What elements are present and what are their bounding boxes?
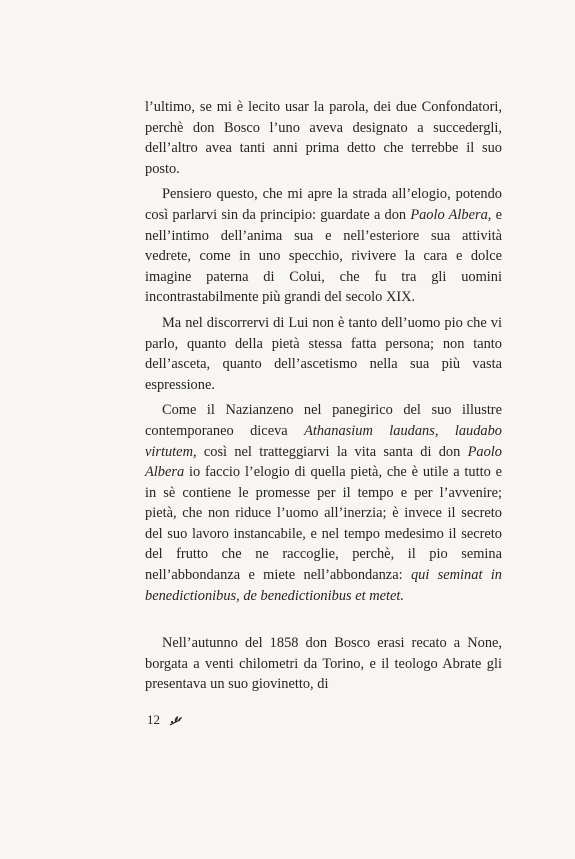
paragraph	[145, 184, 502, 308]
paragraph	[145, 313, 502, 395]
paragraph	[145, 633, 502, 695]
paragraph	[145, 97, 502, 179]
italic-text: Athanasium laudans, laudabo virtutem,	[145, 422, 502, 460]
text-run: Nell’autunno del 1858 don Bosco erasi recato a None, borgata a venti chilometri da Torino, e il teologo Abrate gli presentava un suo giovinetto, di	[145, 635, 502, 693]
text-run: così nel tratteggiarvi la vita santa di don	[196, 443, 468, 460]
paragraph	[145, 400, 502, 606]
leaf-ornament-icon	[168, 714, 183, 727]
text-run: e nell’intimo dell’anima sua e nell’esteriore sua attività vedrete, come in uno specchio, rivivere la cara e dolce imagine paterna di Colui, che fu tra gli uomini incontrastabilmente più grandi del secolo XIX.	[145, 206, 502, 306]
text-run: Ma nel discorrervi di Lui non è tanto dell’uomo pio che vi parlo, quanto della pietà stessa fatta persona; non tanto dell’asceta, quanto dell’ascetismo nella sua più vasta espressione.	[145, 314, 502, 393]
italic-text: Paolo Albera	[145, 443, 502, 481]
text-run: io faccio l’elogio di quella pietà, che è utile a tutto e in sè contiene le promesse per il tempo e per l’avvenire; pietà, che non riduce l’uomo all’inerzia; è invece il secreto del suo lavoro instancabile, e nel tempo medesimo il secreto del frutto che ne raccoglie, perchè, il pio semina nell’abbondanza e miete nell’abbondanza:	[145, 464, 502, 584]
italic-text: Paolo Albera,	[410, 206, 492, 223]
text-run: Come il Nazianzeno nel panegirico del suo illustre contemporaneo diceva	[145, 402, 502, 439]
page-number: 12	[147, 712, 160, 727]
italic-text: qui seminat in benedictionibus, de benedictionibus et metet.	[145, 567, 502, 604]
text-run: l’ultimo, se mi è lecito usar la parola, dei due Confondatori, perchè don Bosco l’uno aveva designato a succedergli, dell’altro avea tanti anni prima detto che terrebbe il suo posto.	[145, 99, 502, 177]
page-footer	[147, 712, 183, 728]
text-run: Pensiero questo, che mi apre la strada all’elogio, potendo così parlarvi sin da principio: guardate a don	[145, 186, 502, 223]
body-text	[145, 97, 502, 695]
